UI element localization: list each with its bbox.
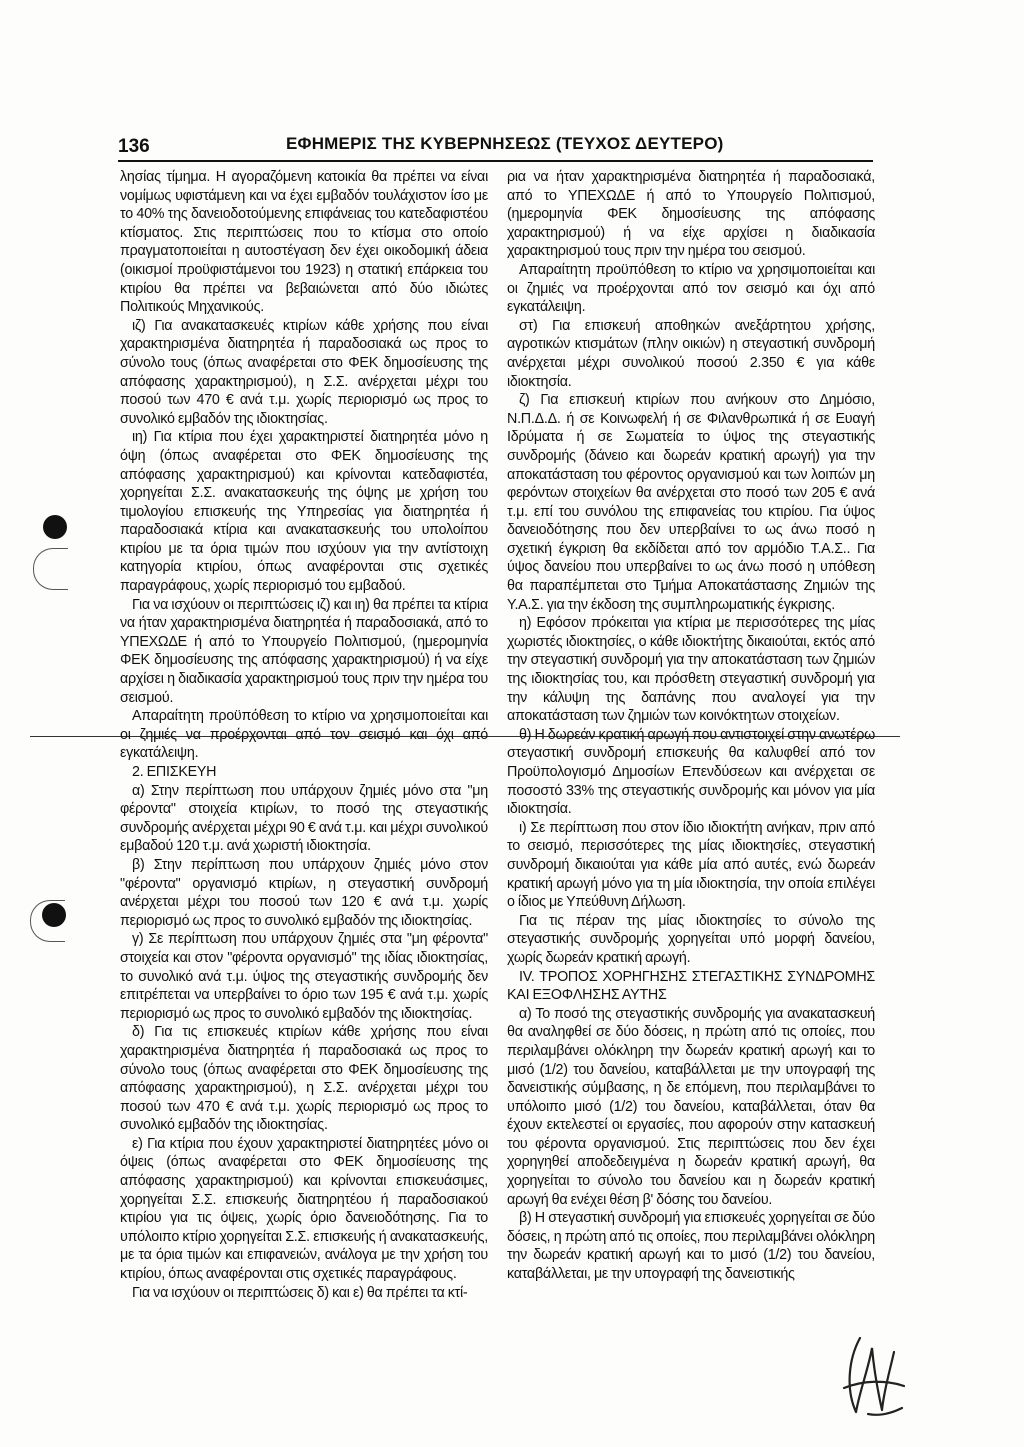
paragraph: Απαραίτητη προϋπόθεση το κτίριο να χρησιμοποιείται και οι ζημιές να προέρχονται από τον σεισμό και όχι από εγκατάλειψη. [120, 708, 488, 762]
paragraph: α) Στην περίπτωση που υπάρχουν ζημιές μόνο στα "μη φέροντα" στοιχεία κτιρίων, το ποσό της στεγαστικής συνδρομής ανέρχεται μέχρι 90 € ανά τ.μ. και μέχρι συνολικού εμβαδού 120 τ.μ. ανά χωριστή ιδιοκτησία. [120, 782, 488, 855]
paragraph: λησίας τίμημα. Η αγοραζόμενη κατοικία θα πρέπει να είναι νομίμως υφιστάμενη και να έχει εμβαδόν τουλάχιστον ίσο με το 40% της δανειοδοτούμενης επιφάνειας του κατεδαφιστέου κτίσματος. Στις περιπτώσεις που το κτίσμα στο οποίο πραγματοποιείται η αυτοστέγαση δεν έχει οικοδομική άδεια (οικισμοί προϋφιστάμενοι του 1923) η στατική επάρκεια του κτιρίου θα πρέπει να βεβαιώνεται από δύο ιδιώτες Πολιτικούς Μηχανικούς. [120, 169, 488, 316]
paragraph: ε) Για κτίρια που έχουν χαρακτηριστεί διατηρητέες μόνο οι όψεις (όπως αναφέρεται στο ΦΕΚ δημοσίευσης της απόφασης χαρακτηρισμού) και κρίνονται επισκευάσιμες, χορηγείται Σ.Σ. επισκευής διατηρητέου ή παραδοσιακού κτιρίου για τις όψεις, χωρίς όριο δανειοδότησης. Για το υπόλοιπο κτίριο χορηγείται Σ.Σ. επισκευής ή ανακατασκευής, με τα όρια τιμών και επιφανειών, ανάλογα με την χρήση του κτιρίου, όπως αναφέρονται στις σχετικές παραγράφους. [120, 1135, 488, 1283]
paragraph: β) Η στεγαστική συνδρομή για επισκευές χορηγείται σε δύο δόσεις, η πρώτη από τις οποίες, που περιλαμβάνει ολόκληρη την δωρεάν κρατική αρωγή και το μισό (1/2) του δανείου, καταβάλλεται, με την υπογραφή της δανειστικής [507, 1210, 875, 1283]
signature-icon [838, 1330, 908, 1420]
paragraph: γ) Σε περίπτωση που υπάρχουν ζημιές στα "μη φέροντα" στοιχεία και στον "φέροντα οργανισμό" της ιδίας ιδιοκτησίας, το συνολικό ανά τ.μ. ύψος της στεγαστικής συνδρομής δεν επιτρέπεται να υπερβαίνει το όριο των 195 € ανά τ.μ. χωρίς περιορισμό ως προς το συνολικό εμβαδόν της ιδιοκτησίας. [120, 931, 488, 1022]
paragraph: Απαραίτητη προϋπόθεση το κτίριο να χρησιμοποιείται και οι ζημιές να προέρχονται από τον σεισμό και όχι από εγκατάλειψη. [507, 261, 875, 316]
binder-hole-icon [43, 515, 67, 539]
paragraph: α) Το ποσό της στεγαστικής συνδρομής για ανακατασκευή θα αναληφθεί σε δύο δόσεις, η πρώτη από τις οποίες, που περιλαμβάνει ολόκληρη την δωρεάν κρατική αρωγή και το μισό (1/2) του δανείου, καταβάλλεται με την υπογραφή της δανειστικής σύμβασης, η δε επόμενη, που περιλαμβάνει το υπόλοιπο μισό (1/2) του δανείου, καταβάλλεται, όταν θα έχουν εκτελεστεί οι εργασίες, που αφορούν στην κατασκευή του φέροντα οργανισμού. Στις περιπτώσεις που δεν έχει χορηγηθεί αποδεδειγμένα η δωρεάν κρατική αρωγή, θα χορηγείται το σύνολο του δανείου και η δωρεάν κρατική αρωγή θα ενέχει θέση β' δόσης του δανείου. [507, 1005, 875, 1208]
paragraph: θ) Η δωρεάν κρατική αρωγή που αντιστοιχεί στην ανωτέρω στεγαστική συνδρομή επισκευής θα καλυφθεί από τον Προϋπολογισμό Δημοσίων Επενδύσεων και ανέρχεται σε ποσοστό 33% της στεγαστικής συνδρομής και μόνον για μία ιδιοκτησία. [507, 726, 875, 818]
section-heading: 2. ΕΠΙΣΚΕΥΗ [132, 764, 217, 780]
paragraph: Για να ισχύουν οι περιπτώσεις ιζ) και ιη) θα πρέπει τα κτίρια να ήταν χαρακτηρισμένα διατηρητέα ή παραδοσιακά, από το ΥΠΕΧΩΔΕ ή από το Υπουργείο Πολιτισμού, (ημερομηνία ΦΕΚ δημοσίευσης της απόφασης χαρακτηρισμού) ή να είχε αρχίσει η διαδικασία χαρακτηρισμού τους πριν την ημέρα του σεισμού. [120, 596, 488, 706]
paragraph: ρια να ήταν χαρακτηρισμένα διατηρητέα ή παραδοσιακά, από το ΥΠΕΧΩΔΕ ή από το Υπουργείο Πολιτισμού, (ημερομηνία ΦΕΚ δημοσίευσης της απόφασης χαρακτηρισμού) ή να είχε αρχίσει η διαδικασία χαρακτηρισμού τους πριν την ημέρα του σεισμού. [507, 169, 875, 260]
paragraph: στ) Για επισκευή αποθηκών ανεξάρτητου χρήσης, αγροτικών κτισμάτων (πλην οικιών) η στεγαστική συνδρομή ανέρχεται μέχρι συνολικού ποσού 2.350 € για κάθε ιδιοκτησία. [507, 317, 875, 390]
paragraph: ιζ) Για ανακατασκευές κτιρίων κάθε χρήσης που είναι χαρακτηρισμένα διατηρητέα ή παραδοσιακά ως προς το σύνολο τους (όπως αναφέρεται στο ΦΕΚ δημοσίευσης της απόφασης χαρακτηρισμού), η Σ.Σ. ανέρχεται μέχρι του ποσού των 470 € ανά τ.μ. χωρίς περιορισμό ως προς το συνολικό εμβαδόν της ιδιοκτησίας. [120, 317, 488, 427]
paragraph: ι) Σε περίπτωση που στον ίδιο ιδιοκτήτη ανήκαν, πριν από το σεισμό, περισσότερες της μίας ιδιοκτησίες, στεγαστική συνδρομή δικαιούται για κάθε μία από αυτές, ενώ δωρεάν κρατική αρωγή μόνο για τη μία ιδιοκτησία, την οποία επιλέγει ο ίδιος με Υπεύθυνη Δήλωση. [507, 819, 875, 911]
binder-arc-icon [33, 548, 68, 590]
paragraph: ζ) Για επισκευή κτιρίων που ανήκουν στο Δημόσιο, Ν.Π.Δ.Δ. ή σε Κοινωφελή ή σε Φιλανθρωπικά ή σε Ευαγή Ιδρύματα ή σε Σωματεία το ύψος της στεγαστικής συνδρομής (δάνειο και δωρεάν κρατική αρωγή) για την αποκατάσταση του φέροντος οργανισμού και των λοιπών μη φερόντων στοιχείων θα ανέρχεται στο ποσό των 205 € ανά τ.μ. επί του συνόλου της επιφανείας του κτιρίου. Για ύψος δανειοδότησης που δεν υπερβαίνει το ως άνω ποσό η σχετική έγκριση θα εκδίδεται από τον αρμόδιο Τ.Α.Σ.. Για ύψος δανείου που υπερβαίνει το ως άνω ποσό η υπόθεση θα παραπέμπεται στο Τμήμα Αποκατάστασης Ζημιών της Υ.Α.Σ. για την έκδοση της συμπληρωματικής έγκρισης. [507, 392, 875, 613]
right-text-column [507, 168, 875, 1284]
journal-title: ΕΦΗΜΕΡΙΣ ΤΗΣ ΚΥΒΕΡΝΗΣΕΩΣ (ΤΕΥΧΟΣ ΔΕΥΤΕΡΟ) [286, 134, 724, 153]
section-heading: IV. ΤΡΟΠΟΣ ΧΟΡΗΓΗΣΗΣ ΣΤΕΓΑΣΤΙΚΗΣ ΣΥΝΔΡΟΜΗΣ ΚΑΙ ΕΞΟΦΛΗΣΗΣ ΑΥΤΗΣ [507, 968, 875, 1004]
page-header [118, 130, 873, 162]
paragraph: Για να ισχύουν οι περιπτώσεις δ) και ε) θα πρέπει τα κτί- [132, 1284, 468, 1301]
binder-arc-icon [30, 900, 65, 942]
paragraph: Για τις πέραν της μίας ιδιοκτησίες το σύνολο της στεγαστικής συνδρομής χορηγείται υπό μορφή δανείου, χωρίς δωρεάν κρατική αρωγή. [507, 912, 875, 966]
paragraph: δ) Για τις επισκευές κτιρίων κάθε χρήσης που είναι χαρακτηρισμένα διατηρητέα ή παραδοσιακά ως προς το σύνολο τους (όπως αναφέρεται στο ΦΕΚ δημοσίευσης της απόφασης χαρακτηρισμού), η Σ.Σ. ανέρχεται μέχρι του ποσού των 470 € ανά τ.μ. χωρίς περιορισμό ως προς το συνολικό εμβαδόν της ιδιοκτησίας. [120, 1024, 488, 1134]
left-text-column [120, 168, 488, 1302]
paragraph: η) Εφόσον πρόκειται για κτίρια με περισσότερες της μίας χωριστές ιδιοκτησίες, ο κάθε ιδιοκτήτης δικαιούται, εκτός από την στεγαστική συνδρομή για την αποκατάσταση των ζημιών της ιδιοκτησίας του, και πρόσθετη στεγαστική συνδρομή για την κάλυψη της δαπάνης που αναλογεί για την αποκατάσταση των ζημιών των κοινόκτητων στοιχείων. [507, 615, 875, 725]
page-number: 136 [118, 136, 150, 157]
paragraph: β) Στην περίπτωση που υπάρχουν ζημιές μόνο στον "φέροντα" οργανισμό κτιρίων, η στεγαστική συνδρομή ανέρχεται μέχρι του ποσού των 120 € ανά τ.μ. χωρίς περιορισμό ως προς το συνολικό εμβαδόν της ιδιοκτησίας. [120, 856, 488, 929]
paragraph: ιη) Για κτίρια που έχει χαρακτηριστεί διατηρητέα μόνο η όψη (όπως αναφέρεται στο ΦΕΚ δημοσίευσης της απόφασης χαρακτηρισμού) και κρίνονται κατεδαφιστέα, χορηγείται Σ.Σ. ανακατασκευής της όψης με χρήση του τιμολογίου επισκευής της Υπηρεσίας για διατηρητέα ή παραδοσιακά κτίρια και ανακατασκευής του υπολοίπου κτιρίου με τα όρια τιμών που ισχύουν για την αντίστοιχη κατηγορία κτιρίου, όπως αναφέρονται στις σχετικές παραγράφους, χωρίς περιορισμό του εμβαδού. [120, 429, 488, 595]
